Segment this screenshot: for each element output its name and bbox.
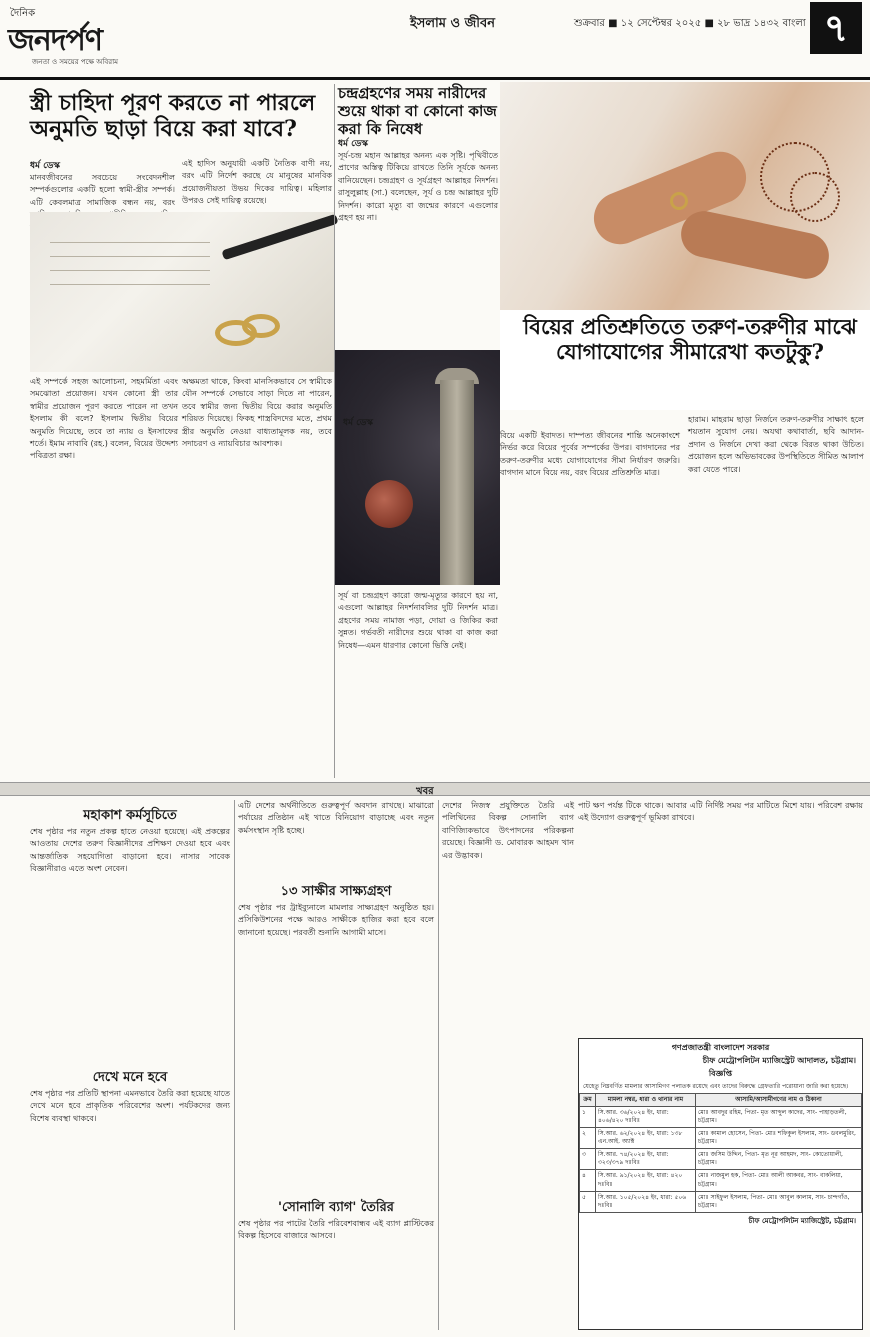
court-notice [578, 1038, 863, 1330]
engagement-hands-photo [500, 82, 870, 310]
notice-title: গণপ্রজাতন্ত্রী বাংলাদেশ সরকার [671, 1043, 770, 1052]
table-row: ৪ সি.আর. ৯১/২০২৪ ইং, ধারা: ৪২০ দঃবিঃ মোঃ নাজমুল হক, পিতা- মোঃ আলী আকবর, সাং- বাকলিয়া, চট্টগ্রাম। [580, 1170, 862, 1191]
ring-icon [670, 192, 688, 210]
article3-headline: বিয়ের প্রতিশ্রুতিতে তরুণ-তরুণীর মাঝে যোগাযোগের সীমারেখা কতটুকু? [523, 314, 857, 365]
table-row: ৫ সি.আর. ১০৫/২০২৪ ইং, ধারা: ৫০৬ দঃবিঃ মোঃ সাইফুল ইসলাম, পিতা- মোঃ আবুল কালাম, সাং- চান্দগাঁও, চট্টগ্রাম। [580, 1191, 862, 1212]
article1-byline: ধর্ম ডেস্ক [30, 161, 60, 171]
notice-intro: যেহেতু নিম্নবর্ণিত মামলার আসামিগণ পলাতক রয়েছে এবং তাদের বিরুদ্ধে গ্রেফতারি পরোয়ানা জারি করা হয়েছে। [583, 1083, 849, 1090]
newspaper-logo [8, 4, 138, 72]
story1-headline: মহাকাশ কর্মসূচিতে [83, 808, 177, 823]
notice-header: ক্রম [580, 1093, 596, 1106]
article3-column-2: হারাম। মাহরাম ছাড়া নির্জনে তরুণ-তরুণীর সাক্ষাৎ হলে শয়তান সুযোগ নেয়। অযথা কথাবার্তা, ছবি আদান-প্রদান ও নির্জনে দেখা করা থেকে বিরত থাকা উচিত। প্রয়োজন হলে অভিভাবকের উপস্থিতিতে সীমিত আলাপ করা যেতে পারে। [688, 415, 864, 474]
section-title: ইসলাম ও জীবন [410, 16, 495, 31]
notice-header: আসামি/আসামীগণের নাম ও ঠিকানা [696, 1093, 862, 1106]
story2-headline: দেখে মনে হবে [92, 1070, 168, 1085]
notice-caption: বিজ্ঞপ্তি [708, 1069, 733, 1078]
logo-tagline: জনতা ও সময়ের পক্ষে অবিরাম [32, 58, 119, 66]
article2-column: সূর্য-চন্দ্র মহান আল্লাহর অনন্য এক সৃষ্টি। পৃথিবীতে প্রাণের অস্তিত্ব টিকিয়ে রাখতে তিনি সূর্যকে অনন্য বানিয়েছেন। চন্দ্রগ্রহণ ও সূর্যগ্রহণ আল্লাহর নিদর্শন। রাসুলুল্লাহ (সা.) বলেছেন, সূর্য ও চন্দ্র আল্লাহর দুটি নিদর্শন। কারো মৃত্যু বা জন্মের কারণে এগুলোর গ্রহণ হয় না। [338, 151, 498, 222]
table-row: ৩ সি.আর. ৭৪/২০২৪ ইং, ধারা: ৩২৩/৩৭৯ দঃবিঃ মোঃ জসিম উদ্দিন, পিতা- মৃত নূর আহমদ, সাং- কোতোয়ালী, চট্টগ্রাম। [580, 1149, 862, 1170]
story1-body: শেষ পৃষ্ঠার পর নতুন প্রকল্প হাতে নেওয়া হয়েছে। এই প্রকল্পের আওতায় দেশের তরুণ বিজ্ঞানীদের প্রশিক্ষণ দেওয়া হবে এবং আন্তর্জাতিক সহযোগিতা বাড়ানো হবে। নাসার সাবেক বিজ্ঞানীরাও এতে অংশ নেবেন। [30, 827, 230, 874]
notice-table [579, 1093, 862, 1213]
lunar-eclipse-photo [335, 350, 500, 585]
table-row: ১ সি.আর. ৩৬/২০২৪ ইং, ধারা: ৪০৬/৪২০ দঃবিঃ মোঃ আবদুর রহিম, পিতা- মৃত আব্দুল কাদের, সাং- পাহাড়তলী, চট্টগ্রাম। [580, 1106, 862, 1127]
story5-body: শেষ পৃষ্ঠার পর পাটের তৈরি পরিবেশবান্ধব এই ব্যাগ প্লাস্টিকের বিকল্প হিসেবে বাজারে আসবে। [238, 1219, 434, 1241]
story4-headline: ১৩ সাক্ষীর সাক্ষ্যগ্রহণ [280, 884, 392, 899]
story4-body: শেষ পৃষ্ঠার পর ট্রাইব্যুনালে মামলার সাক্ষ্যগ্রহণ অনুষ্ঠিত হয়। প্রসিকিউশনের পক্ষে আরও সাক্ষীকে হাজির করা হবে বলে জানানো হয়েছে। পরবর্তী শুনানি আগামী মাসে। [238, 903, 434, 937]
story7-body: পাট ক্ষণ পর্যন্ত টিকে থাকে। আবার এটি নির্দিষ্ট সময় পর মাটিতে মিশে যায়। পরিবেশ রক্ষায় এই উদ্যোগ গুরুত্বপূর্ণ ভূমিকা রাখবে। [578, 801, 863, 823]
article2-byline: ধর্ম ডেস্ক [338, 139, 368, 149]
article1-headline: স্ত্রী চাহিদা পূরণ করতে না পারলে অনুমতি ছাড়া বিয়ে করা যাবে? [30, 90, 316, 143]
article1-lower-column-2: অক্ষমতা থাকে, কিংবা মানসিকভাবে সে স্বামীকে যৌন সম্পর্কে সেভাবে সাড়া দিতে না পারেন, তবে স্বামীর জন্য দ্বিতীয় বিয়ে করার অনুমতি শরিয়ত দিয়েছে। ফিকহ শাস্ত্রবিদদের মতে, প্রথম স্ত্রীর অনুমতি নেওয়া বাধ্যতামূলক নয়, তবে সদাচরণ ও ন্যায়বিচার আবশ্যক। [182, 377, 332, 448]
issue-date: শুক্রবার ■ ১২ সেপ্টেম্বর ২০২৫ ■ ২৮ ভাদ্র ১৪৩২ বাংলা [574, 18, 806, 29]
notice-court: চীফ মেট্রোপলিটন ম্যাজিস্ট্রেট আদালত, চট্টগ্রাম। [702, 1056, 856, 1065]
notice-header: মামলা নম্বর, ধারা ও থানার নাম [596, 1093, 696, 1106]
story6-body: দেশের নিজস্ব প্রযুক্তিতে তৈরি এই পলিথিনের বিকল্প সোনালি ব্যাগ বাণিজ্যিকভাবে উৎপাদনের পরিকল্পনা রয়েছে। বিজ্ঞানী ড. মোবারক আহমদ খান এর উদ্ভাবক। [442, 801, 574, 860]
article1-column-1: মানবজীবনের সবচেয়ে সংবেদনশীল সম্পর্কগুলোর একটি হলো স্বামী-স্ত্রীর সম্পর্ক। এটি কেবলমাত্র সামাজিক বন্ধন নয়, বরং [30, 173, 175, 207]
ring-icon [242, 314, 280, 338]
logo-prefix: দৈনিক [10, 8, 36, 19]
article1-column-2: এই হাদিস অনুযায়ী একটি নৈতিক বাণী নয়, বরং এটি নির্দেশ করছে যে মানুষের মানবিক প্রয়োজনীয়তা উভয় দিকের দায়িত্ব। মহিলার উপরও সেই দায়িত্ব রয়েছে। [182, 159, 332, 206]
wedding-rings-photo [30, 212, 335, 372]
article2-headline: চন্দ্রগ্রহণের সময় নারীদের শুয়ে থাকা বা কোনো কাজ করা কি নিষেধ [338, 84, 497, 138]
notice-signature: চীফ মেট্রোপলিটন ম্যাজিস্ট্রেট, চট্টগ্রাম। [748, 1216, 856, 1225]
story2-body: শেষ পৃষ্ঠার পর প্রতিটি স্থাপনা এমনভাবে তৈরি করা হয়েছে যাতে দেখে মনে হবে প্রাকৃতিক পরিবেশের অংশ। পর্যটকদের জন্য বিশেষ ব্যবস্থা থাকবে। [30, 1089, 230, 1123]
article3-byline: ধর্ম ডেস্ক [343, 418, 373, 428]
masthead [0, 0, 870, 80]
moon-icon [365, 480, 413, 528]
logo-wordmark: জনদর্পণ [8, 23, 103, 58]
news-band-label: খবর [416, 786, 434, 797]
page-number: ৭ [810, 2, 862, 54]
article3-column-1: বিয়ে একটি ইবাদত। দাম্পত্য জীবনের শান্তি অনেকাংশে নির্ভর করে বিয়ের পূর্বের সম্পর্কের উপর। বাগদানের পর তরুণ-তরুণীর মধ্যে যোগাযোগের সীমা নির্ধারণ জরুরি। বাগদান মানে বিয়ে নয়, বরং বিয়ের প্রতিশ্রুতি মাত্র। [500, 431, 680, 478]
article2-lower-column: সূর্য বা চন্দ্রগ্রহণ কারো জন্ম-মৃত্যুর কারণে হয় না, এগুলো আল্লাহর নিদর্শনাবলির দুটি নিদর্শন মাত্র। গ্রহণের সময় নামাজ পড়া, দোয়া ও জিকির করা সুন্নত। গর্ভবতী নারীদের শুয়ে থাকা বা কাজ করা নিষেধ—এমন ধারণার কোনো ভিত্তি নেই। [338, 591, 498, 650]
article1-lower-column-1: এই সম্পর্কে সহজ আলোচনা, সহমর্মিতা এবং সমঝোতা প্রয়োজন। যখন কোনো স্ত্রী তার স্বামীর প্রয়োজন পূরণ করতে পারেন না তখন ইসলাম কী বলে? ইসলাম দ্বিতীয় বিয়ের অনুমতি দিয়েছে, তবে তা ন্যায় ও ইনসাফের শর্তে। ইমাম নাবাবি (রহ.) বলেন, বিয়ের উদ্দেশ্য পবিত্রতা রক্ষা। [30, 377, 178, 461]
story5-headline: 'সোনালি ব্যাগ' তৈরির [278, 1200, 394, 1215]
pen-icon [221, 214, 338, 261]
news-section-band [0, 782, 870, 796]
table-row: ২ সি.আর. ৬২/২০২৪ ইং, ধারা: ১৩৮ এন.আই. অ্যাক্ট মোঃ কামাল হোসেন, পিতা- মোঃ শফিকুল ইসলাম, সাং- ডবলমুরিং, চট্টগ্রাম। [580, 1128, 862, 1149]
story3-body: এটি দেশের অর্থনীতিতে গুরুত্বপূর্ণ অবদান রাখছে। মাঝারো পর্যায়ের প্রতিষ্ঠান এই খাতে বিনিয়োগ বাড়াচ্ছে এবং নতুন কর্মসংস্থান সৃষ্টি হচ্ছে। [238, 801, 434, 835]
